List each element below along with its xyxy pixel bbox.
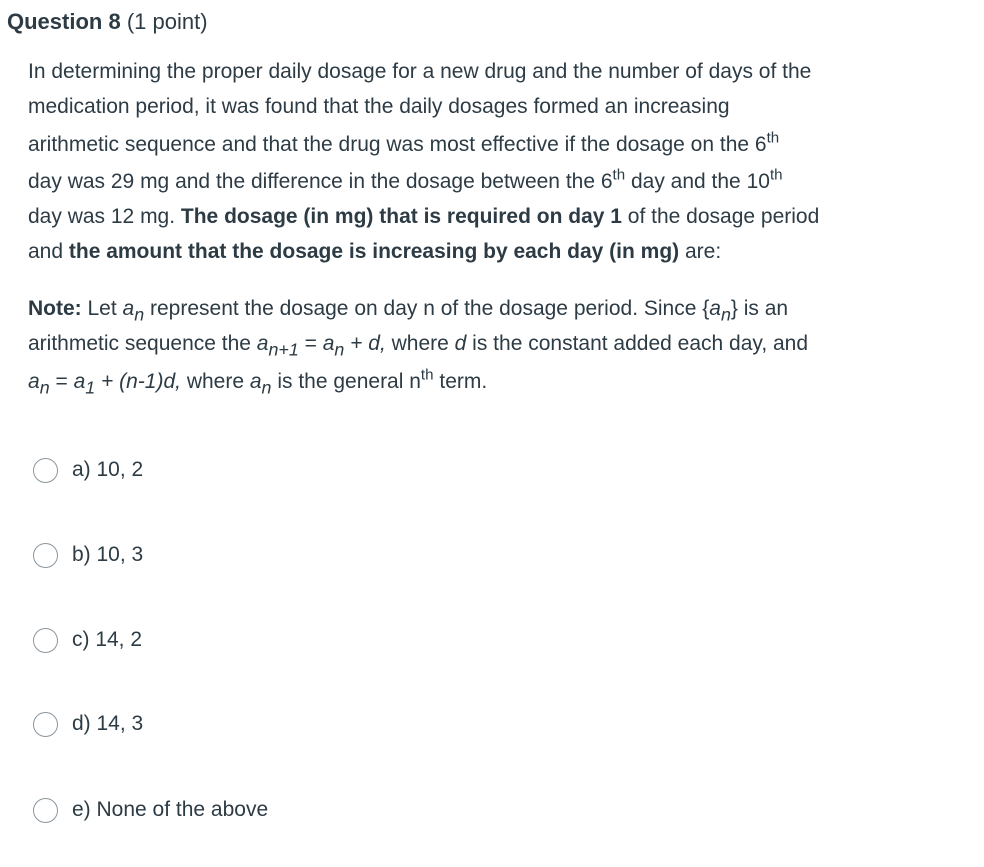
question-text xyxy=(28,54,948,401)
text-run: and xyxy=(28,240,69,263)
question-line xyxy=(28,124,948,164)
radio-button[interactable] xyxy=(33,628,58,653)
question-line xyxy=(28,89,948,124)
math-subscript: n xyxy=(334,339,345,360)
math-subscript: n xyxy=(134,304,145,325)
text-run: = xyxy=(49,370,74,393)
math-text: + (n-1)d, xyxy=(95,370,181,393)
math-symbol: a xyxy=(28,370,40,393)
bold-text: The dosage (in mg) that is required on day 1 xyxy=(180,205,622,228)
text-run: is the constant added each day, and xyxy=(466,332,809,355)
note-line xyxy=(28,291,948,326)
text-run: represent the dosage on day n of the dosage period. Since { xyxy=(144,297,710,320)
text-run: arithmetic sequence and that the drug was most effective if the dosage on the 6 xyxy=(28,133,767,156)
math-subscript: n xyxy=(720,304,731,325)
math-subscript: 1 xyxy=(85,377,96,398)
math-subscript: n xyxy=(261,377,272,398)
radio-button[interactable] xyxy=(33,543,58,568)
text-run: In determining the proper daily dosage for a new drug and the number of days of the xyxy=(28,60,812,83)
answer-label: d) 14, 3 xyxy=(72,712,144,735)
radio-button[interactable] xyxy=(33,798,58,823)
text-run: } is an xyxy=(730,297,789,320)
superscript: th xyxy=(420,366,434,384)
math-symbol: a xyxy=(322,332,335,355)
text-run: arithmetic sequence the xyxy=(28,332,257,355)
superscript: th xyxy=(766,129,780,147)
note-block xyxy=(28,291,948,401)
text-run: is the general n xyxy=(271,370,421,393)
answer-label: e) None of the above xyxy=(72,798,269,821)
answer-option-b[interactable] xyxy=(33,533,143,577)
text-run: Let xyxy=(81,297,123,320)
math-symbol: d xyxy=(454,332,467,355)
answer-label: c) 14, 2 xyxy=(72,628,143,651)
note-line xyxy=(28,326,948,361)
answer-label: a) 10, 2 xyxy=(72,458,144,481)
superscript: th xyxy=(769,166,783,184)
math-symbol: a xyxy=(709,297,721,320)
text-run: where xyxy=(180,370,250,393)
question-line xyxy=(28,164,948,199)
question-number: Question 8 xyxy=(7,9,121,34)
text-run: are: xyxy=(679,240,722,263)
math-text: + d, xyxy=(344,332,386,355)
text-run: day was 12 mg. xyxy=(28,205,181,228)
superscript: th xyxy=(612,166,626,184)
radio-button[interactable] xyxy=(33,712,58,737)
text-run: day and the 10 xyxy=(625,170,770,193)
answer-option-a[interactable] xyxy=(33,448,143,492)
answer-option-d[interactable] xyxy=(33,702,143,746)
note-line xyxy=(28,361,948,401)
math-subscript: n xyxy=(39,377,50,398)
answer-option-c[interactable] xyxy=(33,618,142,662)
text-run: day was 29 mg and the difference in the dosage between the 6 xyxy=(28,170,613,193)
math-symbol: a xyxy=(256,332,269,355)
math-symbol: a xyxy=(73,370,86,393)
radio-button[interactable] xyxy=(33,458,58,483)
question-line xyxy=(28,234,948,269)
question-line xyxy=(28,199,948,234)
math-symbol: a xyxy=(249,370,262,393)
answer-label: b) 10, 3 xyxy=(72,543,144,566)
text-run: of the dosage period xyxy=(621,205,820,228)
text-run: medication period, it was found that the daily dosages formed an increasing xyxy=(28,95,730,118)
text-run: term. xyxy=(433,370,488,393)
text-run: = xyxy=(298,332,323,355)
answer-option-e[interactable] xyxy=(33,788,268,832)
note-label: Note: xyxy=(28,297,82,320)
question-points: (1 point) xyxy=(126,9,208,34)
math-subscript: n+1 xyxy=(268,339,299,360)
question-header xyxy=(7,6,208,38)
text-run: where xyxy=(385,332,455,355)
question-line xyxy=(28,54,948,89)
math-symbol: a xyxy=(122,297,135,320)
bold-text: the amount that the dosage is increasing by each day (in mg) xyxy=(68,240,680,263)
